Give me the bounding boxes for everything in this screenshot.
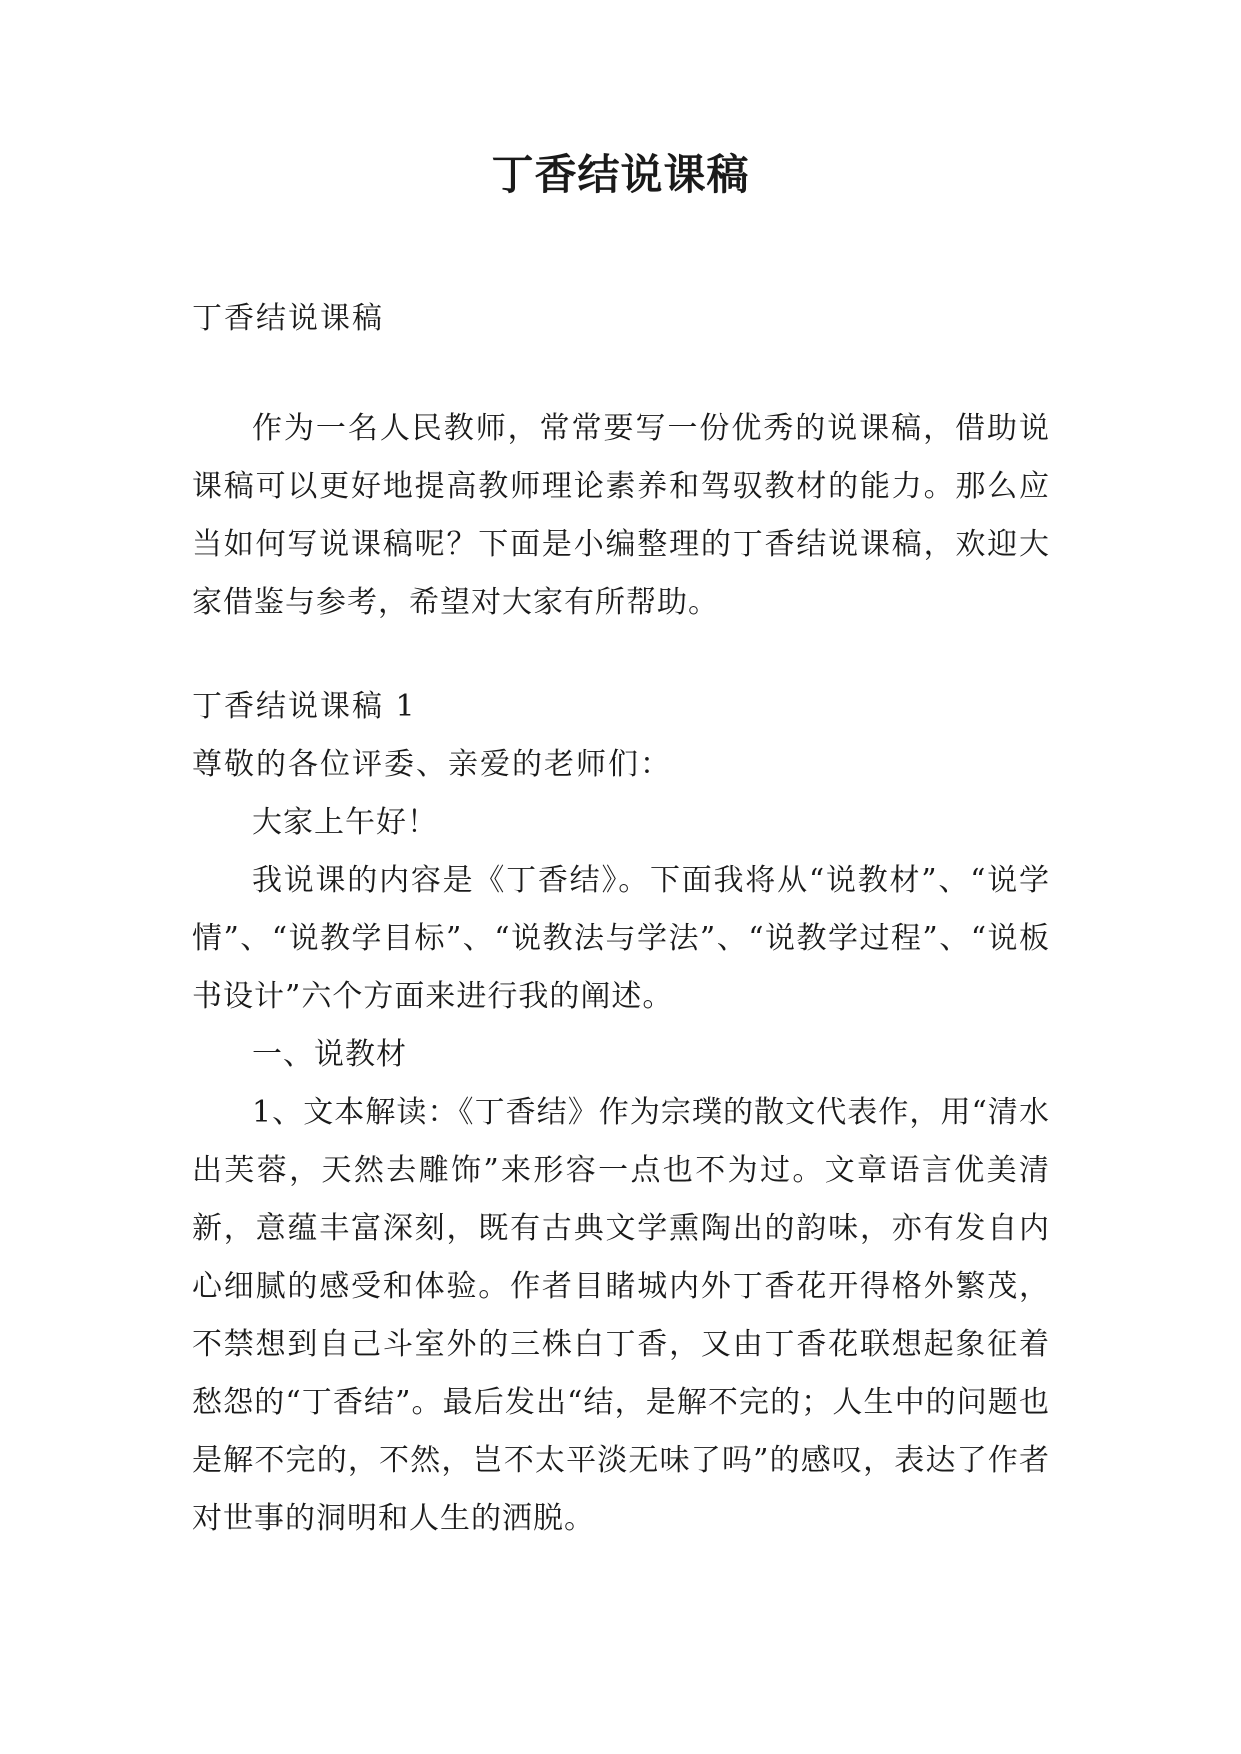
part1-paragraph: 1、文本解读：《丁香结》作为宗璞的散文代表作，用“清水出芙蓉，天然去雕饰”来形容一点也不为过。文章语言优美清新，意蕴丰富深刻，既有古典文学熏陶出的韵味，亦有发自内心细腻的感受和体验。作者目睹城内外丁香花开得格外繁茂，不禁想到自己斗室外的三株白丁香，又由丁香花联想起象征着愁怨的“丁香结”。最后发出“结，是解不完的；人生中的问题也是解不完的，不然，岂不太平淡无味了吗”的感叹，表达了作者对世事的洞明和人生的洒脱。 xyxy=(192,1095,1050,1536)
overview-paragraph: 我说课的内容是《丁香结》。下面我将从“说教材”、“说学情”、“说教学目标”、“说教法与学法”、“说教学过程”、“说板书设计”六个方面来进行我的阐述。 xyxy=(192,863,1050,1014)
spacer xyxy=(192,348,1050,400)
document-subtitle: 丁香结说课稿 xyxy=(192,301,384,336)
document-title: 丁香结说课稿 xyxy=(491,150,750,199)
salutation: 尊敬的各位评委、亲爱的老师们： xyxy=(192,747,672,782)
part1-heading: 一、说教材 xyxy=(252,1037,407,1072)
greeting: 大家上午好！ xyxy=(252,805,438,840)
document-body xyxy=(192,290,1050,1548)
intro-paragraph: 作为一名人民教师，常常要写一份优秀的说课稿，借助说课稿可以更好地提高教师理论素养和驾驭教材的能力。那么应当如何写说课稿呢？下面是小编整理的丁香结说课稿，欢迎大家借鉴与参考，希望对大家有所帮助。 xyxy=(192,411,1050,620)
spacer xyxy=(192,632,1050,678)
section-heading: 丁香结说课稿 1 xyxy=(192,689,417,724)
